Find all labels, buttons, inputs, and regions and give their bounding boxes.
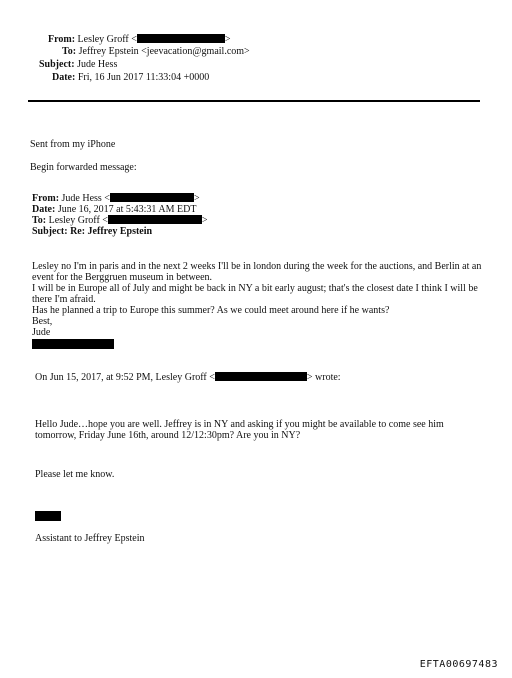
lesley-message: Hello Jude…hope you are well. Jeffrey is in NY and asking if you might be available to come see him tomorrow, Friday June 16th, around 12/12:30pm? Are you in NY? [35, 419, 444, 441]
fwd-date-value: June 16, 2017 at 5:43:31 AM EDT [57, 204, 197, 215]
fwd-to-row [32, 215, 208, 226]
redaction-box [32, 339, 114, 349]
fwd-date-row [32, 204, 196, 215]
assistant-line: Assistant to Jeffrey Epstein [35, 533, 145, 544]
bates-number: EFTA00697483 [419, 659, 498, 670]
header-divider [28, 100, 480, 102]
fwd-subject-row [32, 226, 152, 237]
jude-message-para3: Has he planned a trip to Europe this summer? As we could meet around here if he wants? [32, 305, 390, 316]
redaction-box [215, 372, 307, 381]
quote-intro-end: > wrote: [306, 372, 341, 383]
jude-message-para1: Lesley no I'm in paris and in the next 2 weeks I'll be in london during the week for the auctions, and Berlin at an event for the Berggruen museum in between. [32, 261, 482, 283]
fwd-subject-label: Subject: [32, 226, 68, 237]
redaction-box [110, 193, 194, 202]
header-from-row [48, 34, 231, 45]
to-label: To: [62, 46, 77, 57]
fwd-subject-value: Re: Jeffrey Epstein [70, 226, 153, 237]
from-label: From: [48, 34, 76, 45]
fwd-date-label: Date: [32, 204, 56, 215]
to-value: Jeffrey Epstein <jeevacation@gmail.com> [78, 46, 250, 57]
jude-best: Best, [32, 316, 53, 327]
header-to-row [62, 46, 250, 57]
subject-label: Subject: [39, 59, 75, 70]
quote-intro [35, 372, 341, 383]
fwd-from-row [32, 193, 200, 204]
from-end: > [224, 34, 231, 45]
fwd-from-end: > [193, 193, 200, 204]
fwd-to-value: Lesley Groff < [48, 215, 108, 226]
jude-message-para2: I will be in Europe all of July and might be back in NY a bit early august; that's the closest date I think I will be there I'm afraid. [32, 283, 478, 305]
redaction-box [35, 511, 61, 521]
from-name: Lesley Groff < [77, 34, 137, 45]
date-label: Date: [52, 72, 76, 83]
redaction-box [108, 215, 202, 224]
jude-signature: Jude [32, 327, 51, 338]
begin-forward-line: Begin forwarded message: [30, 162, 137, 173]
quote-intro-text: On Jun 15, 2017, at 9:52 PM, Lesley Groff < [35, 372, 215, 383]
header-date-row [52, 72, 209, 83]
fwd-to-label: To: [32, 215, 47, 226]
sent-from-line: Sent from my iPhone [30, 139, 116, 150]
fwd-from-label: From: [32, 193, 60, 204]
lesley-please: Please let me know. [35, 469, 115, 480]
redaction-box [137, 34, 225, 43]
date-value: Fri, 16 Jun 2017 11:33:04 +0000 [77, 72, 210, 83]
subject-value: Jude Hess [77, 59, 118, 70]
fwd-from-value: Jude Hess < [61, 193, 110, 204]
header-subject-row [39, 59, 117, 70]
fwd-to-end: > [201, 215, 208, 226]
